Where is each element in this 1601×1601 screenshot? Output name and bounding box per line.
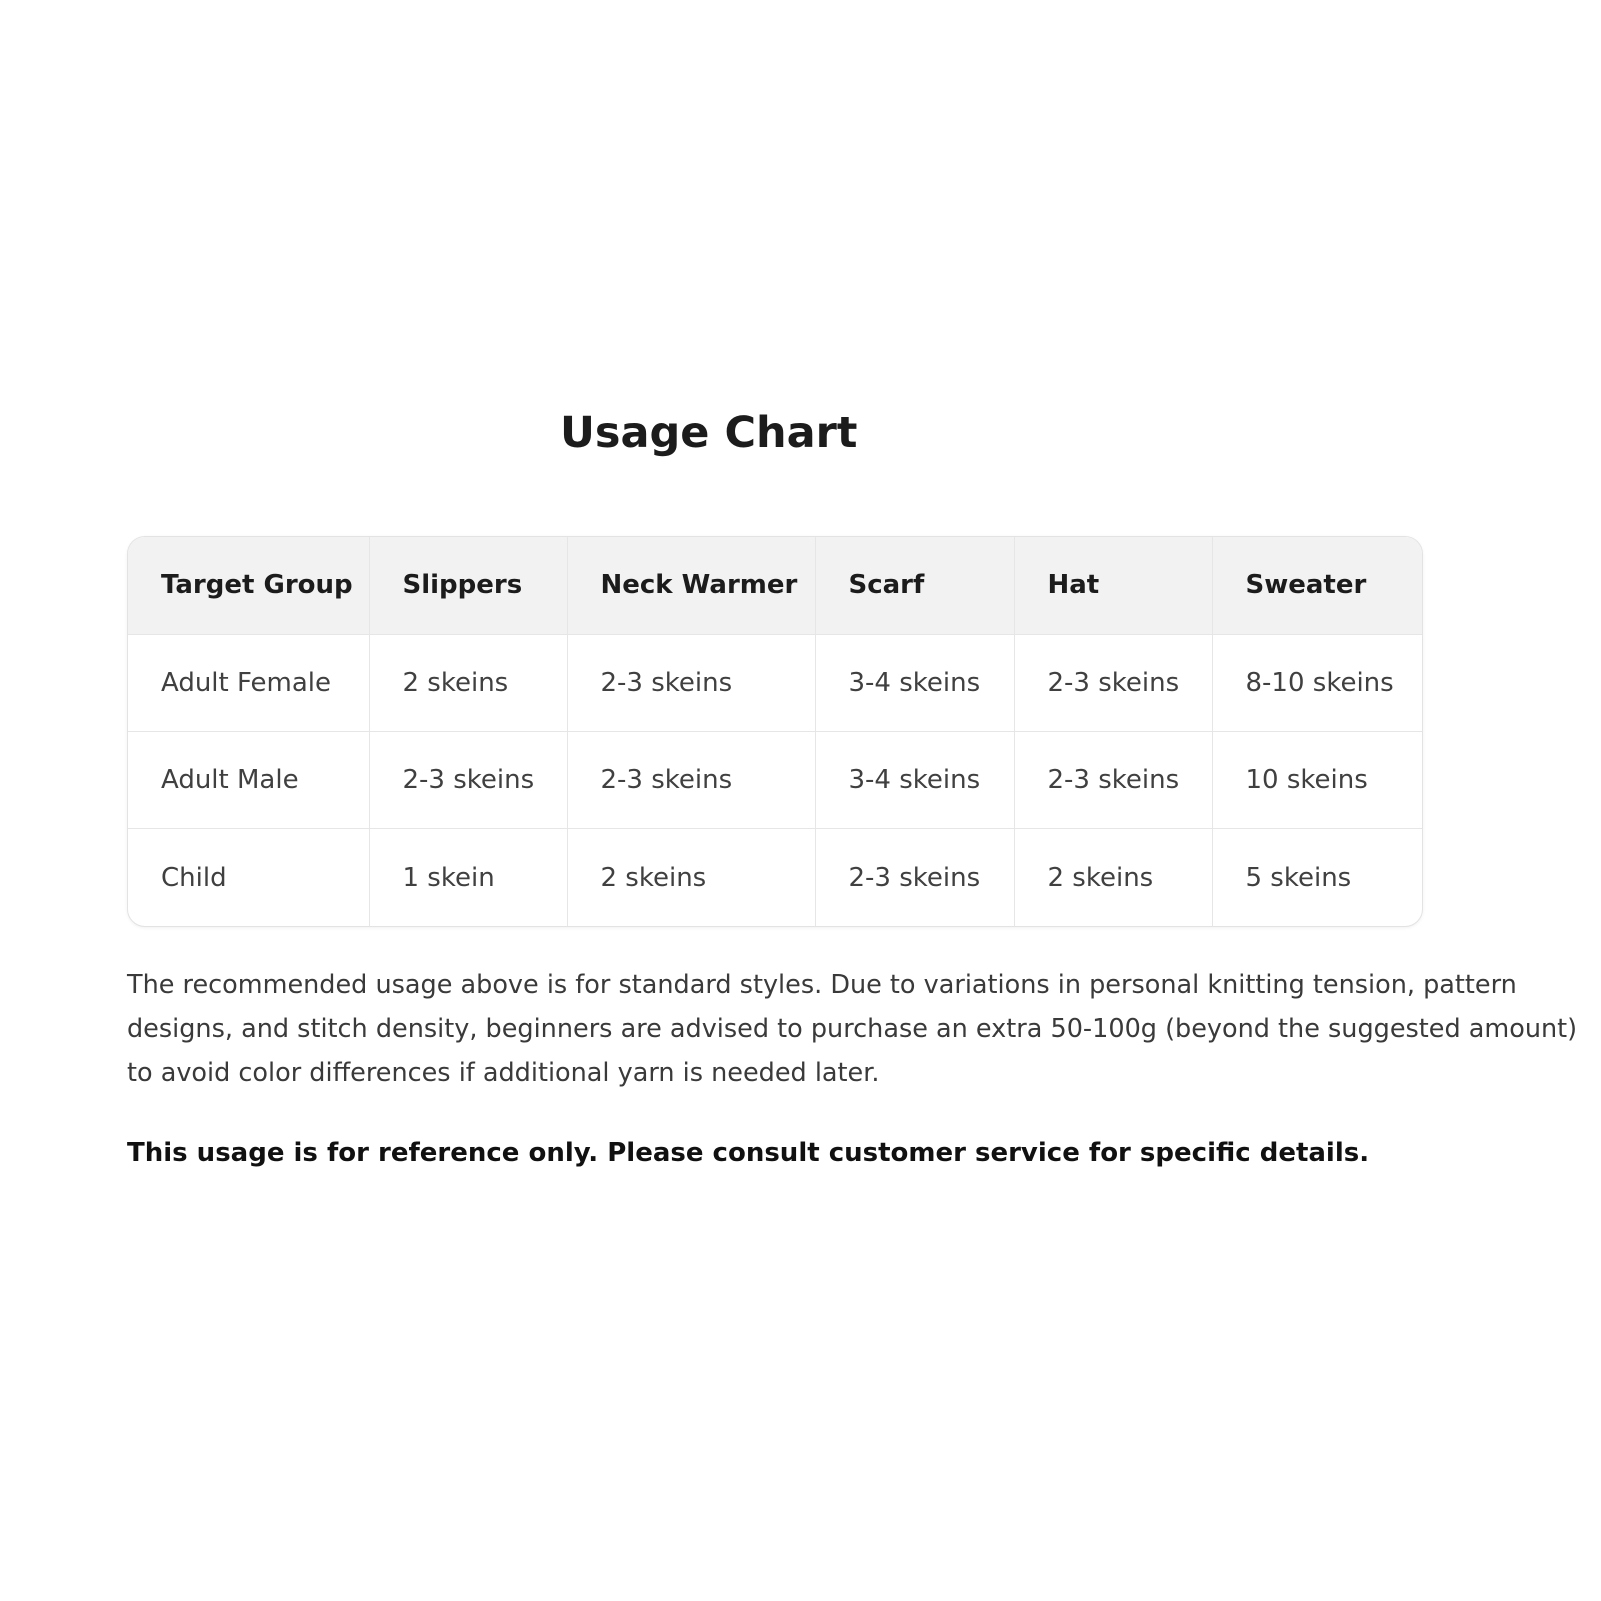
usage-table-container	[127, 536, 1423, 927]
table-cell: 2 skeins	[1014, 829, 1212, 926]
table-cell: 2 skeins	[567, 829, 815, 926]
table-cell: Adult Male	[128, 731, 369, 828]
table-cell: Child	[128, 829, 369, 926]
table-cell: 2-3 skeins	[567, 634, 815, 731]
table-header-row	[128, 537, 1422, 634]
column-header-scarf: Scarf	[815, 537, 1014, 634]
table-cell: 2-3 skeins	[1014, 634, 1212, 731]
table-cell: 5 skeins	[1245, 862, 1352, 893]
table-row	[128, 829, 1422, 926]
table-row	[128, 731, 1422, 828]
table-cell: 2-3 skeins	[1014, 731, 1212, 828]
table-cell: 3-4 skeins	[815, 634, 1014, 731]
table-cell: 1 skein	[369, 829, 567, 926]
usage-table	[128, 537, 1422, 926]
column-header-neck-warmer: Neck Warmer	[567, 537, 815, 634]
reference-disclaimer: This usage is for reference only. Please consult customer service for specific details.	[127, 1138, 1370, 1168]
table-cell: 2-3 skeins	[567, 731, 815, 828]
table-cell: 10 skeins	[1212, 731, 1422, 828]
usage-note: The recommended usage above is for standard styles. Due to variations in personal knitting tension, pattern designs, and stitch density, beginners are advised to purchase an extra 50-100g (beyond the suggested amount) to avoid color differences if additional yarn is needed later.	[127, 970, 1578, 1088]
column-header-sweater: Sweater	[1212, 537, 1422, 634]
table-cell: 2-3 skeins	[369, 731, 567, 828]
column-header-slippers: Slippers	[369, 537, 567, 634]
table-cell: 3-4 skeins	[815, 731, 1014, 828]
page-title: Usage Chart	[560, 408, 858, 458]
table-row	[128, 634, 1422, 731]
table-cell: 2-3 skeins	[815, 829, 1014, 926]
table-cell: 8-10 skeins	[1212, 634, 1422, 731]
column-header-target-group: Target Group	[128, 537, 369, 634]
table-cell: Adult Female	[128, 634, 369, 731]
table-cell: 2 skeins	[369, 634, 567, 731]
column-header-hat: Hat	[1014, 537, 1212, 634]
